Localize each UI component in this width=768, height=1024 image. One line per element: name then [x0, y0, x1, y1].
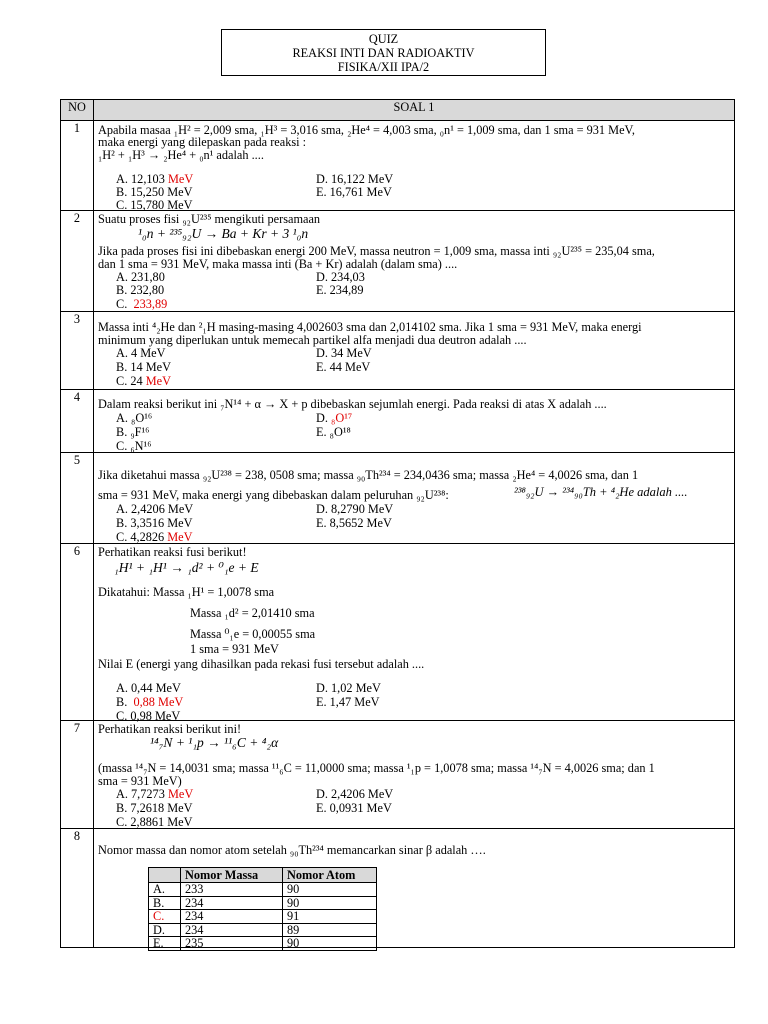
q2-option-b: B. 232,80	[116, 283, 165, 297]
q4-option-c: C. ₆N¹⁶	[116, 439, 152, 453]
question-number: 2	[61, 211, 94, 312]
q4-option-b: B. ₉F¹⁶	[116, 425, 150, 439]
question-row-7	[61, 721, 735, 829]
question-number: 6	[61, 544, 94, 721]
q7-answer-mark: MeV	[167, 787, 194, 801]
q1-option-a: A. 12,103 MeV	[116, 172, 194, 186]
q2-answer-mark: 233,89	[133, 297, 168, 311]
q8-row-atom: 90	[283, 883, 377, 897]
q2-text-3: dan 1 sma = 931 MeV, maka massa inti (Ba + Kr) adalah (dalam sma) ....	[98, 257, 458, 271]
q8-row-atom: 90	[283, 937, 377, 951]
q2-option-d: D. 234,03	[316, 270, 365, 284]
q8-answer-table-wrap	[148, 867, 377, 951]
q5-option-b: B. 3,3516 MeV	[116, 516, 193, 530]
q8-row-atom: 90	[283, 896, 377, 910]
q8-row-atom: 91	[283, 910, 377, 924]
q8-row-label: B.	[149, 896, 181, 910]
question-row-8	[61, 829, 735, 948]
q5-option-d: D. 8,2790 MeV	[316, 502, 394, 516]
q5-text-1: Jika diketahui massa ₉₂U²³⁸ = 238, 0508 sma; massa ₉₀Th²³⁴ = 234,0436 sma; massa ₂He⁴ = 4,0026 sma, dan 1	[98, 468, 639, 482]
q6-option-c: C. 0,98 MeV	[116, 709, 181, 723]
q5-answer-mark: MeV	[167, 530, 193, 544]
q6-option-a: A. 0,44 MeV	[116, 681, 181, 695]
question-row-5	[61, 453, 735, 544]
q3-option-d: D. 34 MeV	[316, 346, 372, 360]
question-row-1	[61, 121, 735, 211]
q7-option-c: C. 2,8861 MeV	[116, 815, 193, 829]
q3-option-a: A. 4 MeV	[116, 346, 166, 360]
q6-answer-mark: 0,88 MeV	[133, 695, 184, 709]
q2-option-c: C. 233,89	[116, 297, 168, 311]
q2-option-a: A. 231,80	[116, 270, 165, 284]
q8-row-atom: 89	[283, 923, 377, 937]
q1-text-1: Apabila masaa ₁H² = 2,009 sma, ₁H³ = 3,016 sma, ₂He⁴ = 4,003 sma, ₀n¹ = 1,009 sma, dan 1 sma = 931 MeV,	[98, 123, 635, 137]
question-number: 7	[61, 721, 94, 829]
question-table	[60, 99, 735, 948]
q6-equation: ₁H¹ + ₁H¹ → ₁d² + ⁰₁e + E	[114, 560, 259, 575]
q7-option-a: A. 7,7273 MeV	[116, 787, 194, 801]
q7-option-d: D. 2,4206 MeV	[316, 787, 394, 801]
q8-text: Nomor massa dan nomor atom setelah ₉₀Th²³⁴ memancarkan sinar β adalah ….	[98, 843, 486, 857]
q6-given-4: 1 sma = 931 MeV	[190, 642, 279, 656]
question-number: 5	[61, 453, 94, 544]
quiz-title: QUIZ	[368, 32, 399, 46]
q8-row-mass: 235	[181, 937, 283, 951]
q6-text-1: Perhatikan reaksi fusi berikut!	[98, 545, 247, 559]
table-row	[149, 923, 377, 937]
q7-option-e: E. 0,0931 MeV	[316, 801, 392, 815]
quiz-topic: REAKSI INTI DAN RADIOAKTIV	[292, 46, 475, 60]
q5-text-2: sma = 931 MeV, maka energi yang dibebaskan dalam peluruhan ₉₂U²³⁸:	[98, 488, 449, 502]
q6-option-e: E. 1,47 MeV	[316, 695, 380, 709]
table-row	[149, 883, 377, 897]
q3-option-c: C. 24 MeV	[116, 374, 172, 388]
q7-text-1: Perhatikan reaksi berikut ini!	[98, 722, 242, 736]
q8-header-atom: Nomor Atom	[283, 868, 377, 883]
q6-given-3: Massa ⁰₁e = 0,00055 sma	[190, 627, 316, 641]
q1-option-e: E. 16,761 MeV	[316, 185, 392, 199]
q6-option-b: B. 0,88 MeV	[116, 695, 184, 709]
question-row-4	[61, 390, 735, 453]
q1-reaction: ₁H² + ₁H³ → ₂He⁴ + ₀n¹ adalah ....	[98, 148, 264, 162]
question-number: 3	[61, 312, 94, 390]
q7-option-b: B. 7,2618 MeV	[116, 801, 193, 815]
q6-given-1: Dikatahui: Massa ₁H¹ = 1,0078 sma	[98, 585, 275, 599]
q3-text-2: minimum yang diperlukan untuk memecah partikel alfa menjadi dua deutron adalah ....	[98, 333, 527, 347]
q4-option-e: E. ₈O¹⁸	[316, 425, 351, 439]
q8-row-label: E.	[149, 937, 181, 951]
q8-row-mass: 234	[181, 896, 283, 910]
q1-option-b: B. 15,250 MeV	[116, 185, 193, 199]
q3-answer-mark: MeV	[145, 374, 172, 388]
q8-answer-table	[148, 867, 377, 951]
q7-text-3: sma = 931 MeV)	[98, 774, 182, 788]
question-row-3	[61, 312, 735, 390]
q8-table-header	[149, 868, 377, 883]
q8-row-mass: 233	[181, 883, 283, 897]
question-number: 8	[61, 829, 94, 948]
q8-row-mass: 234	[181, 910, 283, 924]
q1-option-d: D. 16,122 MeV	[316, 172, 394, 186]
q3-text-1: Massa inti ⁴₂He dan ²₁H masing-masing 4,002603 sma dan 2,014102 sma. Jika 1 sma = 931 MeV, maka energi	[98, 320, 642, 334]
q6-given-2: Massa ₁d² = 2,01410 sma	[190, 606, 315, 620]
question-number: 4	[61, 390, 94, 453]
q5-option-c: C. 4,2826 MeV	[116, 530, 193, 544]
quiz-class: FISIKA/XII IPA/2	[337, 60, 430, 74]
question-row-2	[61, 211, 735, 312]
quiz-header-box	[221, 29, 546, 76]
q4-text: Dalam reaksi berikut ini ₇N¹⁴ + α → X + p dibebaskan sejumlah energi. Pada reaksi di atas X adalah ....	[98, 397, 607, 411]
q8-header-label	[149, 868, 181, 883]
q8-header-mass: Nomor Massa	[181, 868, 283, 883]
q5-equation: ²³⁸₉₂U → ²³⁴₉₀Th + ⁴₂He adalah ....	[514, 485, 688, 499]
q1-answer-mark: MeV	[167, 172, 194, 186]
table-row	[149, 910, 377, 924]
col-soal-header: SOAL 1	[94, 100, 735, 121]
q1-text-2: maka energi yang dilepaskan pada reaksi :	[98, 135, 307, 149]
q2-equation: ¹₀n + ²³⁵₉₂U → Ba + Kr + 3 ¹₀n	[138, 226, 309, 241]
q8-row-label: A.	[149, 883, 181, 897]
table-row	[149, 937, 377, 951]
q8-row-mass: 234	[181, 923, 283, 937]
q1-option-c: C. 15,780 MeV	[116, 198, 193, 212]
table-header-row	[61, 100, 735, 121]
q8-row-label: C.	[149, 910, 181, 924]
q3-option-e: E. 44 MeV	[316, 360, 371, 374]
q5-option-a: A. 2,4206 MeV	[116, 502, 194, 516]
q4-option-a: A. ₈O¹⁶	[116, 411, 153, 425]
q4-option-d: D. ₈O¹⁷	[316, 411, 353, 425]
q8-row-label: D.	[149, 923, 181, 937]
question-row-6	[61, 544, 735, 721]
q2-text-1: Suatu proses fisi ₉₂U²³⁵ mengikuti persamaan	[98, 212, 321, 226]
q2-option-e: E. 234,89	[316, 283, 364, 297]
col-no-header: NO	[61, 100, 94, 121]
q2-text-2: Jika pada proses fisi ini dibebaskan energi 200 MeV, massa neutron = 1,009 sma, massa inti ₉₂U²³⁵ = 235,04 sma,	[98, 244, 655, 258]
table-row	[149, 896, 377, 910]
q4-answer-mark: ₈O¹⁷	[331, 411, 353, 425]
question-number: 1	[61, 121, 94, 211]
q5-option-e: E. 8,5652 MeV	[316, 516, 392, 530]
q7-equation: ¹⁴₇N + ¹₁p → ¹¹₆C + ⁴₂α	[150, 735, 279, 750]
q3-option-b: B. 14 MeV	[116, 360, 171, 374]
q7-text-2: (massa ¹⁴₇N = 14,0031 sma; massa ¹¹₆C = 11,0000 sma; massa ¹₁p = 1,0078 sma; massa ¹⁴₇N = 4,0026 sma; dan 1	[98, 761, 655, 775]
q6-option-d: D. 1,02 MeV	[316, 681, 381, 695]
q6-text-2: Nilai E (energi yang dihasilkan pada rekasi fusi tersebut adalah ....	[98, 657, 425, 671]
